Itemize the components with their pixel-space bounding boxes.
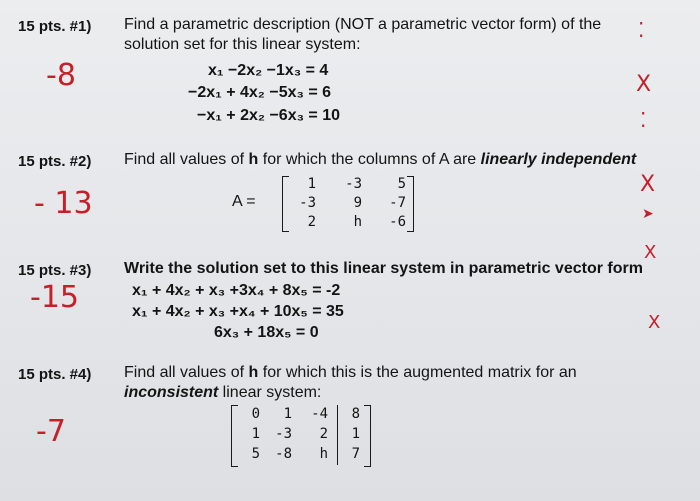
problem-2-score: - 13 <box>34 186 93 221</box>
augmented-matrix-row: 1 -3 2 1 <box>251 426 360 442</box>
problem-4-score: -7 <box>36 414 66 449</box>
grading-x-icon: X <box>636 72 652 97</box>
problem-3-points: 15 pts. #3) <box>18 262 92 279</box>
problem-1-equation-2: −2x₁ + 4x₂ −5x₃ = 6 <box>188 84 332 101</box>
problem-4-points: 15 pts. #4) <box>18 366 92 383</box>
problem-1-prompt-line1: Find a parametric description (NOT a parametric vector form) of the <box>124 16 602 33</box>
augmented-matrix-left-bracket <box>231 405 238 467</box>
matrix-a-right-bracket <box>407 176 414 232</box>
augmented-matrix-right-bracket <box>364 405 371 467</box>
problem-4-prompt-line2: inconsistent linear system: <box>124 384 322 401</box>
problem-1-points: 15 pts. #1) <box>18 18 92 35</box>
grading-x-icon: X <box>640 172 656 197</box>
problem-3-prompt: Write the solution set to this linear system in parametric vector form <box>124 260 643 277</box>
grading-x-icon: X <box>648 312 661 333</box>
matrix-a-left-bracket <box>282 176 289 232</box>
augmented-matrix-row: 5 -8 h 7 <box>251 446 360 462</box>
problem-3-equation-2: x₁ + 4x₂ + x₃ +x₄ + 10x₅ = 35 <box>132 303 344 320</box>
matrix-a-row: -3 9 -7 <box>299 195 406 211</box>
grading-arrow-icon: ➤ <box>642 206 654 222</box>
augmented-matrix-divider <box>337 405 338 465</box>
grading-dots-icon: ⁚ <box>638 18 645 42</box>
matrix-a-label: A = <box>232 193 256 210</box>
problem-3-equation-3: 6x₃ + 18x₅ = 0 <box>214 324 319 341</box>
problem-3-equation-1: x₁ + 4x₂ + x₃ +3x₄ + 8x₅ = -2 <box>132 282 341 299</box>
problem-1-equation-1: x₁ −2x₂ −1x₃ = 4 <box>208 62 329 79</box>
problem-1-score: -8 <box>46 58 76 93</box>
grading-x-icon: X <box>644 242 657 263</box>
grading-dots-icon: ⁚ <box>640 108 647 132</box>
problem-2-points: 15 pts. #2) <box>18 153 92 170</box>
problem-1-prompt-line2: solution set for this linear system: <box>124 36 361 53</box>
problem-3-score: -15 <box>30 280 79 315</box>
problem-1-equation-3: −x₁ + 2x₂ −6x₃ = 10 <box>197 107 341 124</box>
problem-2-prompt: Find all values of h for which the columns of A are linearly independent <box>124 151 637 168</box>
augmented-matrix-row: 0 1 -4 8 <box>251 406 360 422</box>
problem-4-prompt-line1: Find all values of h for which this is the augmented matrix for an <box>124 364 577 381</box>
matrix-a-row: 1 -3 5 <box>307 176 406 192</box>
matrix-a-row: 2 h -6 <box>307 214 406 230</box>
